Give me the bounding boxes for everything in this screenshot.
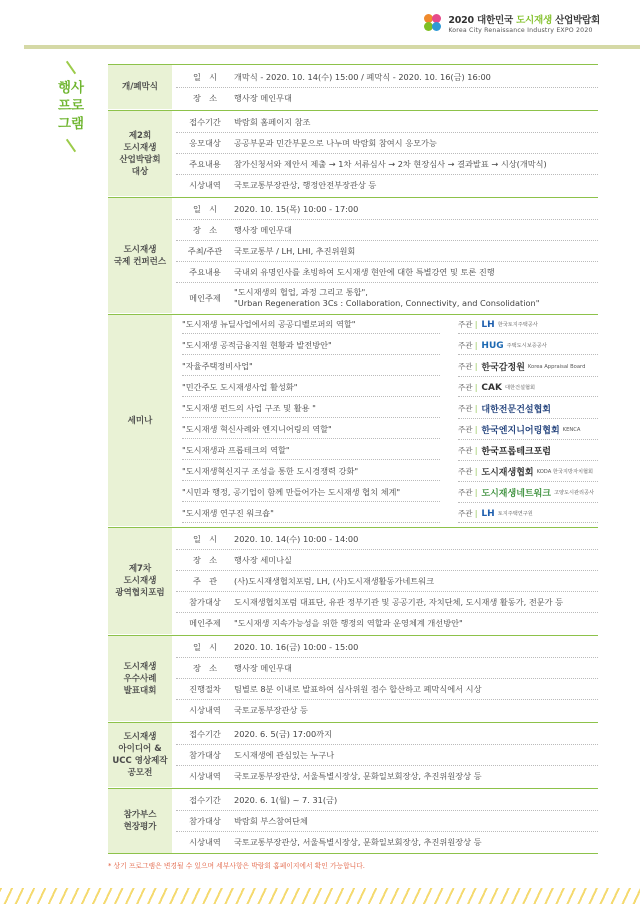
host-label: 주관 |	[458, 404, 478, 413]
seminar-row	[176, 337, 598, 358]
seminar-title: "도시재생혁신지구 조성을 통한 도시경쟁력 강화"	[182, 466, 440, 481]
org-mark: CAK	[481, 382, 502, 393]
org-name: 주택도시보증공사	[506, 343, 547, 349]
info-row: 시상내역 국토교통부장관상, 서울특별시장상, 문화일보회장상, 추진위원장상 등	[189, 837, 482, 847]
org-name: KODA 한국지방자치협회	[536, 469, 593, 475]
decor-hatch-stripes	[0, 888, 640, 904]
seminar-row	[176, 505, 598, 526]
org-mark: 한국프롭테크포럼	[481, 447, 551, 457]
category-label: 도시재생 우수사례 발표대회	[108, 636, 172, 721]
section-best-case	[108, 635, 598, 721]
info-row: 메인주제 "도시재생 지속가능성을 위한 행정의 역할과 운영체계 개선방안"	[189, 618, 463, 628]
seminar-host	[458, 465, 598, 482]
info-row: 장 소 행사장 메인무대	[192, 93, 292, 103]
info-row: 일 시 2020. 10. 14(수) 10:00 - 14:00	[176, 529, 598, 550]
org-logo	[481, 320, 537, 330]
seminar-host	[458, 340, 598, 355]
category-label: 도시재생 아이디어 & UCC 영상제작 공모전	[108, 723, 172, 787]
org-name: 한국토지주택공사	[497, 322, 538, 328]
info-row: 장 소 행사장 메인무대	[176, 220, 598, 241]
org-mark: 도시재생협회	[481, 468, 534, 478]
section-expo-award	[108, 110, 598, 196]
info-row: 시상내역 국토교통부장관상, 서울특별시장상, 문화일보회장상, 추진위원장상 등	[189, 771, 482, 781]
category-label: 세미나	[108, 315, 172, 526]
seminar-host	[458, 444, 598, 461]
host-label: 주관 |	[458, 488, 478, 497]
page-title: 행사 프로 그램	[50, 60, 92, 153]
seminar-host	[458, 508, 598, 523]
header-divider	[24, 45, 640, 49]
category-label: 제2회 도시재생 산업박람회 대상	[108, 111, 172, 196]
seminar-row	[176, 421, 598, 442]
org-logo	[481, 444, 554, 457]
decor-slash-icon	[66, 61, 76, 74]
info-row: 메인주제 "도시재생의 협업, 과정 그리고 통합", "Urban Regeneration 3Cs : Collaboration, Connectivity, and Consolidation"	[189, 287, 540, 308]
info-row: 주요내용 참가신청서와 제안서 제출 → 1차 서류심사 → 2차 현장심사 → 결과발표 → 시상(개막식)	[176, 154, 598, 175]
host-label: 주관 |	[458, 446, 478, 455]
info-row: 참가대상 도시재생협치포럼 대표단, 유관 정부기관 및 공공기관, 자치단체, 도시재생 활동가, 전문가 등	[176, 592, 598, 613]
info-row: 시상내역 국토교통부장관상 등	[189, 705, 308, 715]
seminar-title: "도시재생 연구진 워크숍"	[182, 508, 440, 523]
footnote: * 상기 프로그램은 변경될 수 있으며 세부사항은 박람회 홈페이지에서 확인 가능합니다.	[108, 862, 365, 870]
org-mark: 한국엔지니어링협회	[481, 426, 560, 436]
section-booth-evaluation	[108, 788, 598, 854]
seminar-row	[176, 442, 598, 463]
seminar-row	[176, 379, 598, 400]
seminar-row	[176, 358, 598, 379]
info-row: 장 소 행사장 메인무대	[176, 658, 598, 679]
info-row: 접수기간 2020. 6. 5(금) 17:00까지	[176, 724, 598, 745]
host-label: 주관 |	[458, 362, 478, 371]
category-label: 도시재생 국제 컨퍼런스	[108, 198, 172, 313]
seminar-host	[458, 319, 598, 334]
decor-slash-icon	[66, 139, 76, 152]
org-mark: LH	[481, 508, 495, 519]
expo-logo	[424, 12, 600, 34]
category-label: 개/폐막식	[108, 65, 172, 109]
host-label: 주관 |	[458, 425, 478, 434]
seminar-row	[176, 463, 598, 484]
host-label: 주관 |	[458, 509, 478, 518]
seminar-row	[176, 400, 598, 421]
section-governance-forum	[108, 527, 598, 634]
org-name: 토지주택연구원	[497, 511, 533, 517]
expo-subtitle: Korea City Renaissance Industry EXPO 2020	[448, 27, 593, 34]
seminar-title: "도시재생과 프롭테크의 역할"	[182, 445, 440, 460]
org-mark: 대한전문건설협회	[481, 405, 551, 415]
org-mark: 도시재생네트워크	[481, 489, 551, 499]
info-row: 주요내용 국내외 유명인사를 초빙하여 도시재생 현안에 대한 특별강연 및 토론 진행	[176, 262, 598, 283]
seminar-row	[176, 484, 598, 505]
org-logo	[481, 465, 593, 478]
expo-title: 2020 대한민국 도시재생 산업박람회	[448, 15, 600, 26]
org-logo	[481, 509, 532, 519]
org-logo	[481, 402, 554, 415]
info-row: 일 시 개막식 - 2020. 10. 14(수) 15:00 / 폐막식 - 2020. 10. 16(금) 16:00	[176, 67, 598, 88]
seminar-title: "시민과 행정, 공기업이 함께 만들어가는 도시재생 협치 체계"	[182, 487, 440, 502]
seminar-title: "민간주도 도시재생사업 활성화"	[182, 382, 440, 397]
host-label: 주관 |	[458, 467, 478, 476]
org-name: 고양도시관리공사	[553, 490, 595, 496]
org-name: 대한건설협회	[504, 385, 536, 391]
org-mark: LH	[481, 319, 495, 330]
org-mark: HUG	[481, 340, 504, 351]
seminar-host	[458, 360, 598, 377]
org-mark: 한국감정원	[481, 363, 525, 373]
org-logo	[481, 423, 580, 436]
org-logo	[481, 383, 535, 393]
org-logo	[481, 341, 546, 351]
info-row: 일 시 2020. 10. 16(금) 10:00 - 15:00	[176, 637, 598, 658]
info-row: 시상내역 국토교통부장관상, 행정안전부장관상 등	[189, 180, 377, 190]
org-logo	[481, 360, 585, 373]
info-row: 주최/주관 국토교통부 / LH, LHI, 추진위원회	[176, 241, 598, 262]
seminar-title: "도시재생 혁신사례와 엔지니어링의 역할"	[182, 424, 440, 439]
org-name: KENCA	[562, 426, 581, 433]
info-row: 참가대상 도시재생에 관심있는 누구나	[176, 745, 598, 766]
org-name: Korea Appraisal Board	[527, 363, 586, 370]
host-label: 주관 |	[458, 341, 478, 350]
category-label: 참가부스 현장평가	[108, 789, 172, 853]
host-label: 주관 |	[458, 320, 478, 329]
section-seminar	[108, 314, 598, 526]
info-row: 접수기간 박람회 홈페이지 참조	[176, 112, 598, 133]
section-opening	[108, 64, 598, 109]
info-row: 장 소 행사장 세미나실	[176, 550, 598, 571]
seminar-title: "도시재생 뉴딜사업에서의 공공디벨로퍼의 역할"	[182, 319, 440, 334]
host-label: 주관 |	[458, 383, 478, 392]
category-label: 제7차 도시재생 광역협치포럼	[108, 528, 172, 634]
info-row: 주 관 (사)도시재생협치포럼, LH, (사)도시재생활동가네트워크	[176, 571, 598, 592]
seminar-host	[458, 402, 598, 419]
info-row: 진행절차 팀별로 8분 이내로 발표하여 심사위원 점수 합산하고 폐막식에서 시상	[176, 679, 598, 700]
seminar-title: "도시재생 공적금융지원 현황과 발전방안"	[182, 340, 440, 355]
logo-mark-icon	[424, 14, 442, 32]
seminar-row	[176, 316, 598, 337]
info-row: 일 시 2020. 10. 15(목) 10:00 - 17:00	[176, 199, 598, 220]
section-conference	[108, 197, 598, 313]
seminar-host	[458, 423, 598, 440]
seminar-host	[458, 382, 598, 397]
info-row: 접수기간 2020. 6. 1(월) ~ 7. 31(금)	[176, 790, 598, 811]
org-logo	[481, 486, 594, 499]
seminar-title: "도시재생 펀드의 사업 구조 및 활용 "	[182, 403, 440, 418]
seminar-host	[458, 486, 598, 503]
section-ucc-contest	[108, 722, 598, 787]
info-row: 참가대상 박람회 부스참여단체	[176, 811, 598, 832]
info-row: 응모대상 공공부문과 민간부문으로 나누며 박람회 참여시 응모가능	[176, 133, 598, 154]
seminar-title: "자율주택정비사업"	[182, 361, 440, 376]
